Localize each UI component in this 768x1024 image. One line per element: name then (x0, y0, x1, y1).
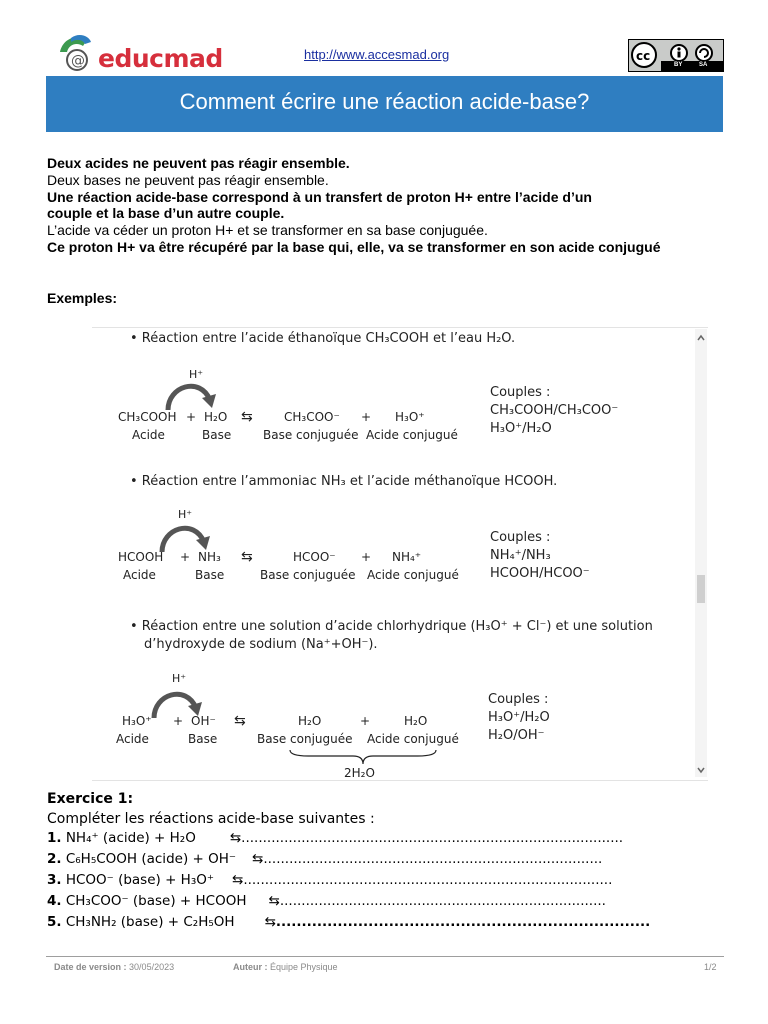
product-2: NH₄⁺ (392, 550, 422, 564)
cc-sa-label: SA (699, 62, 708, 68)
exercise-instruction: Compléter les réactions acide-base suivantes : (47, 811, 375, 827)
product-1: H₂O (298, 714, 322, 728)
scrollbar-thumb (697, 575, 705, 603)
scrollbar-track (695, 329, 707, 777)
couple-1: NH₄⁺/NH₃ (490, 548, 551, 563)
brace-label: 2H₂O (344, 766, 375, 780)
example-1-title: • Réaction entre l’acide éthanoïque CH₃COOH et l’eau H₂O. (130, 331, 516, 346)
footer-author: Auteur : Équipe Physique (233, 962, 338, 972)
exercise-item: 3. HCOO⁻ (base) + H₃O⁺ ⇆...................................................................................... (47, 872, 613, 888)
reactant-2: H₂O (204, 410, 228, 424)
reactant-1: HCOOH (118, 550, 164, 564)
intro-text (47, 155, 687, 256)
couple-1: CH₃COOH/CH₃COO⁻ (490, 403, 619, 418)
intro-line: L’acide va céder un proton H+ et se transformer en sa base conjuguée. (47, 222, 488, 239)
equilibrium-arrow-icon: ⇆ (241, 549, 253, 565)
exercise-item: 1. NH₄⁺ (acide) + H₂O ⇆......................................................................................... (47, 830, 624, 846)
label-conjugate-acid: Acide conjugué (367, 568, 459, 582)
proton-label: H⁺ (189, 368, 204, 381)
label-conjugate-acid: Acide conjugué (366, 428, 458, 442)
couple-2: HCOOH/HCOO⁻ (490, 566, 590, 581)
plus-sign: + (180, 550, 191, 564)
exercise-item: 2. C₆H₅COOH (acide) + OH⁻ ⇆............................................................................... (47, 851, 603, 867)
label-base: Base (202, 428, 232, 442)
intro-line: Ce proton H+ va être récupéré par la base qui, elle, va se transformer en son acide conjugué (47, 238, 661, 255)
label-base: Base (195, 568, 225, 582)
cc-license-badge (628, 39, 724, 72)
product-1: HCOO⁻ (293, 550, 336, 564)
proton-label: H⁺ (172, 672, 187, 685)
plus-sign: + (361, 550, 372, 564)
page-number: 1/2 (704, 962, 717, 972)
couples-label: Couples : (490, 385, 551, 400)
product-2: H₃O⁺ (395, 410, 425, 424)
label-acid: Acide (132, 428, 165, 442)
couple-1: H₃O⁺/H₂O (488, 710, 550, 725)
equilibrium-arrow-icon: ⇆ (241, 409, 253, 425)
brace-icon (288, 748, 438, 766)
plus-sign: + (361, 410, 372, 424)
label-conjugate-base: Base conjuguée (257, 732, 353, 746)
footer-version: Date de version : 30/05/2023 (54, 962, 175, 972)
plus-sign: + (173, 714, 184, 728)
couples-label: Couples : (490, 530, 551, 545)
example-3-title: • Réaction entre une solution d’acide chlorhydrique (H₃O⁺ + Cl⁻) et une solution (130, 619, 653, 634)
label-conjugate-base: Base conjuguée (263, 428, 359, 442)
example-2-title: • Réaction entre l’ammoniac NH₃ et l’acide méthanoïque HCOOH. (130, 474, 558, 489)
proton-label: H⁺ (178, 508, 193, 521)
exercise-section (47, 791, 650, 935)
intro-line: Deux bases ne peuvent pas réagir ensemble. (47, 171, 329, 188)
svg-text:cc: cc (636, 49, 651, 63)
plus-sign: + (186, 410, 197, 424)
label-base: Base (188, 732, 218, 746)
cc-by-label: BY (674, 62, 683, 68)
label-acid: Acide (116, 732, 149, 746)
equilibrium-arrow-icon: ⇆ (234, 713, 246, 729)
exercise-item: 5. CH₃NH₂ (base) + C₂H₅OH ⇆......................................................................... (47, 914, 651, 930)
proton-transfer-arrow-icon (158, 520, 212, 554)
site-link[interactable]: http://www.accesmad.org (304, 47, 450, 62)
footer-divider (46, 956, 724, 957)
product-2: H₂O (404, 714, 428, 728)
exercise-title: Exercice 1: (47, 791, 134, 807)
label-conjugate-acid: Acide conjugué (367, 732, 459, 746)
logo-text: educmad (98, 44, 223, 73)
couples-label: Couples : (488, 692, 549, 707)
couple-2: H₂O/OH⁻ (488, 728, 545, 743)
reactant-1: H₃O⁺ (122, 714, 152, 728)
intro-line: Une réaction acide-base correspond à un transfert de proton H+ entre l’acide d’un couple et la base d’un autre couple. (47, 188, 592, 222)
product-1: CH₃COO⁻ (284, 410, 340, 424)
label-acid: Acide (123, 568, 156, 582)
example-3-title-cont: d’hydroxyde de sodium (Na⁺+OH⁻). (144, 637, 378, 652)
plus-sign: + (360, 714, 371, 728)
examples-label: Exemples: (47, 290, 118, 306)
proton-transfer-arrow-icon (164, 378, 218, 412)
svg-text:@: @ (71, 53, 85, 69)
reactant-2: NH₃ (198, 550, 221, 564)
examples-figure (92, 327, 708, 781)
reactant-1: CH₃COOH (118, 410, 177, 424)
exercise-item: 4. CH₃COO⁻ (base) + HCOOH ⇆............................................................................ (47, 893, 606, 909)
reactant-2: OH⁻ (191, 714, 216, 728)
page-title: Comment écrire une réaction acide-base? (179, 89, 590, 114)
figure-scrollbar[interactable] (695, 329, 707, 777)
couple-2: H₃O⁺/H₂O (490, 421, 552, 436)
intro-line: Deux acides ne peuvent pas réagir ensemble. (47, 155, 350, 171)
label-conjugate-base: Base conjuguée (260, 568, 356, 582)
